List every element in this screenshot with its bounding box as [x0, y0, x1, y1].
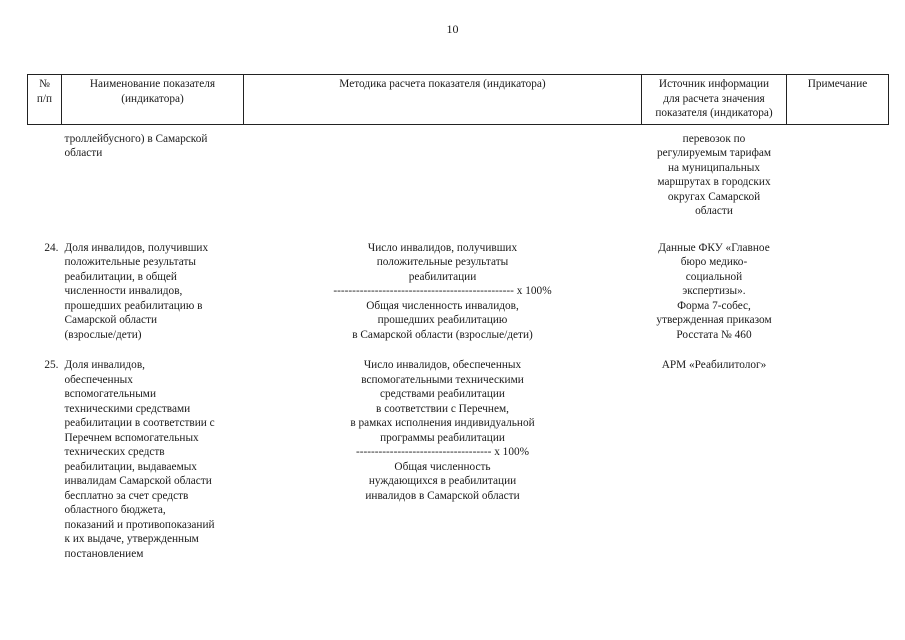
row-name: троллейбусного) в Самарской области: [64, 132, 208, 159]
row-note: [787, 231, 889, 359]
fraction-line: ------------------------------------ х 100%: [355, 446, 530, 458]
row-source: Данные ФКУ «Главное бюро медико- социальной экспертизы». Форма 7-собес, утвержденная приказом Росстата № 460: [656, 241, 772, 341]
row-method: [244, 124, 642, 231]
row-note: [787, 358, 889, 561]
row-method: Число инвалидов, получивших положительные результаты реабилитации ------------------------------------------------ х 100% Общая численность инвалидов, прошедших реабилитацию в Самарской области (взрослые/дети): [244, 231, 642, 359]
header-num: № п/п: [28, 75, 62, 125]
row-method: Число инвалидов, обеспеченных вспомогательными техническими средствами реабилитации в соответствии с Перечнем, в рамках исполнения индивидуальной программы реабилитации ------------------------------------ х 100% Общая численность нуждающихся в реабилитации инвалидов в Самарской области: [244, 358, 642, 561]
header-source: Источник информации для расчета значения показателя (индикатора): [642, 75, 787, 125]
header-note: Примечание: [787, 75, 889, 125]
table-row: [28, 358, 889, 561]
row-source: перевозок по регулируемым тарифам на муниципальных маршрутах в городских округах Самарской области: [656, 132, 772, 217]
header-method: Методика расчета показателя (индикатора): [244, 75, 642, 125]
row-num: [28, 124, 62, 231]
page-number: 10: [446, 22, 459, 36]
table-header-row: [28, 75, 889, 125]
row-num: 24.: [44, 241, 59, 254]
header-name: Наименование показателя (индикатора): [62, 75, 244, 125]
row-note: [787, 124, 889, 231]
row-name: Доля инвалидов, получивших положительные результаты реабилитации, в общей численности инвалидов, прошедших реабилитацию в Самарской области (взрослые/дети): [64, 241, 209, 341]
indicators-table: [27, 74, 889, 561]
row-num: 25.: [44, 359, 59, 371]
fraction-line: ------------------------------------------------ х 100%: [333, 285, 552, 297]
table-row: [28, 124, 889, 231]
table-row: [28, 231, 889, 359]
row-name: Доля инвалидов, обеспеченных вспомогательными техническими средствами реабилитации в соответствии с Перечнем вспомогательных технических средств реабилитации, выдаваемых инвалидам Самарской области бесплатно за счет средств областного бюджета, показаний и противопоказаний к их выдаче, утвержденным постановлением: [64, 359, 215, 560]
row-source: АРМ «Реабилитолог»: [661, 359, 767, 371]
